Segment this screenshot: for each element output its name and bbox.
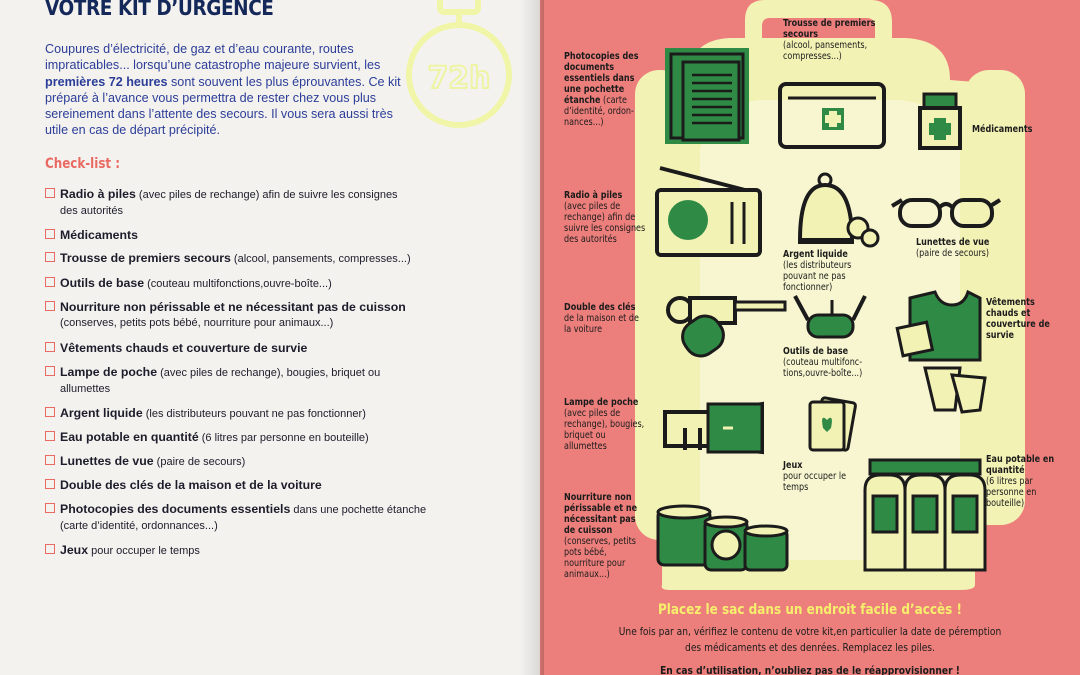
checkbox-icon[interactable] <box>45 455 55 465</box>
book-gutter-shadow <box>520 0 544 675</box>
label-vetements: Vêtements chauds et couverture de survie <box>986 297 1050 341</box>
playing-cards-icon <box>810 397 856 450</box>
bottom-text: Une fois par an, vérifiez le contenu de votre kit,en particulier la date de péremption des médicaments et des denrées. Remplacez les piles. <box>618 626 1002 654</box>
label-lunettes: Lunettes de vue (paire de secours) <box>916 237 990 259</box>
water-bottles-icon <box>865 460 985 570</box>
checklist-item[interactable]: Eau potable en quantité (6 litres par personne en bouteille) <box>45 429 430 446</box>
label-jeux: Jeux pour occuper le temps <box>783 460 847 493</box>
checklist-item[interactable]: Médicaments <box>45 227 430 243</box>
checklist-item[interactable]: Argent liquide (les distributeurs pouvant ne pas fonctionner) <box>45 405 430 422</box>
checkbox-icon[interactable] <box>45 229 55 239</box>
checkbox-icon[interactable] <box>45 366 55 376</box>
label-photocopies: Photocopies des documents essentiels dans une pochette étanche (carte d’identité, ordon-nances...) <box>564 51 639 128</box>
right-page <box>540 0 1080 675</box>
checkbox-icon[interactable] <box>45 188 55 198</box>
bottom-reminder: En cas d’utilisation, n’oubliez pas de le réapprovisionner ! <box>660 665 960 675</box>
medicine-bottle-icon <box>920 94 960 148</box>
checklist-item[interactable]: Jeux pour occuper le temps <box>45 542 430 559</box>
checklist-item[interactable]: Trousse de premiers secours (alcool, pansements, compresses...) <box>45 250 430 267</box>
checklist-item[interactable]: Photocopies des documents essentiels dans une pochette étanche (carte d’identité, ordonnances...) <box>45 501 430 534</box>
checkbox-icon[interactable] <box>45 479 55 489</box>
label-lampe: Lampe de poche (avec piles de rechange), bougies, briquet ou allumettes <box>564 397 645 452</box>
checkbox-icon[interactable] <box>45 252 55 262</box>
page-title: VOTRE KIT D’URGENCE <box>45 0 274 20</box>
checklist-item[interactable]: Nourriture non périssable et ne nécessitant pas de cuisson (conserves, petits pots bébé, nourriture pour animaux...) <box>45 299 430 331</box>
checklist-item[interactable]: Lampe de poche (avec piles de rechange), bougies, briquet ou allumettes <box>45 364 430 397</box>
checklist-title: Check-list : <box>45 156 121 172</box>
checkbox-icon[interactable] <box>45 301 55 311</box>
timer-label: 72h <box>427 61 491 96</box>
label-radio: Radio à piles (avec piles de rechange) afin de suivre les consignes des autorités <box>564 190 646 245</box>
label-argent: Argent liquide (les distributeurs pouvant ne pas fonctionner) <box>783 249 852 293</box>
checklist-item[interactable]: Lunettes de vue (paire de secours) <box>45 453 430 470</box>
checklist-item[interactable]: Outils de base (couteau multifonctions,ouvre-boîte...) <box>45 275 430 292</box>
checkbox-icon[interactable] <box>45 544 55 554</box>
checkbox-icon[interactable] <box>45 342 55 352</box>
checklist-item[interactable]: Vêtements chauds et couverture de survie <box>45 340 430 356</box>
checkbox-icon[interactable] <box>45 277 55 287</box>
checklist-item[interactable]: Double des clés de la maison et de la voiture <box>45 477 430 493</box>
label-nourriture: Nourriture non périssable et ne nécessitant pas de cuisson (conserves, petits pots bébé, nourriture pour animaux...) <box>564 492 638 580</box>
label-outils: Outils de base (couteau multifonc-tions,ouvre-boîte...) <box>783 346 863 379</box>
checkbox-icon[interactable] <box>45 503 55 513</box>
bottom-title: Placez le sac dans un endroit facile d’accès ! <box>657 602 963 618</box>
label-trousse: Trousse de premiers secours (alcool, pansements, compresses...) <box>783 18 876 62</box>
documents-icon <box>665 48 749 144</box>
intro-paragraph: Coupures d’électricité, de gaz et d’eau courante, routes impraticables... lorsqu’une catastrophe majeure survient, les premières 72 heures sont souvent les plus éprouvantes. Ce kit préparé à l’avance vous permettra de rester chez vous plus sereinement dans l’attente des secours. Il vous sera aussi très utile en cas de départ précipité. <box>45 42 401 138</box>
checkbox-icon[interactable] <box>45 431 55 441</box>
label-double: Double des clés de la maison et de la voiture <box>564 302 639 335</box>
label-medicaments: Médicaments <box>972 124 1033 135</box>
flashlight-icon <box>665 404 762 452</box>
checklist-item[interactable]: Radio à piles (avec piles de rechange) afin de suivre les consignes des autorités <box>45 186 430 219</box>
label-eau: Eau potable en quantité (6 litres par personne en bouteille) <box>986 454 1055 509</box>
checkbox-icon[interactable] <box>45 407 55 417</box>
